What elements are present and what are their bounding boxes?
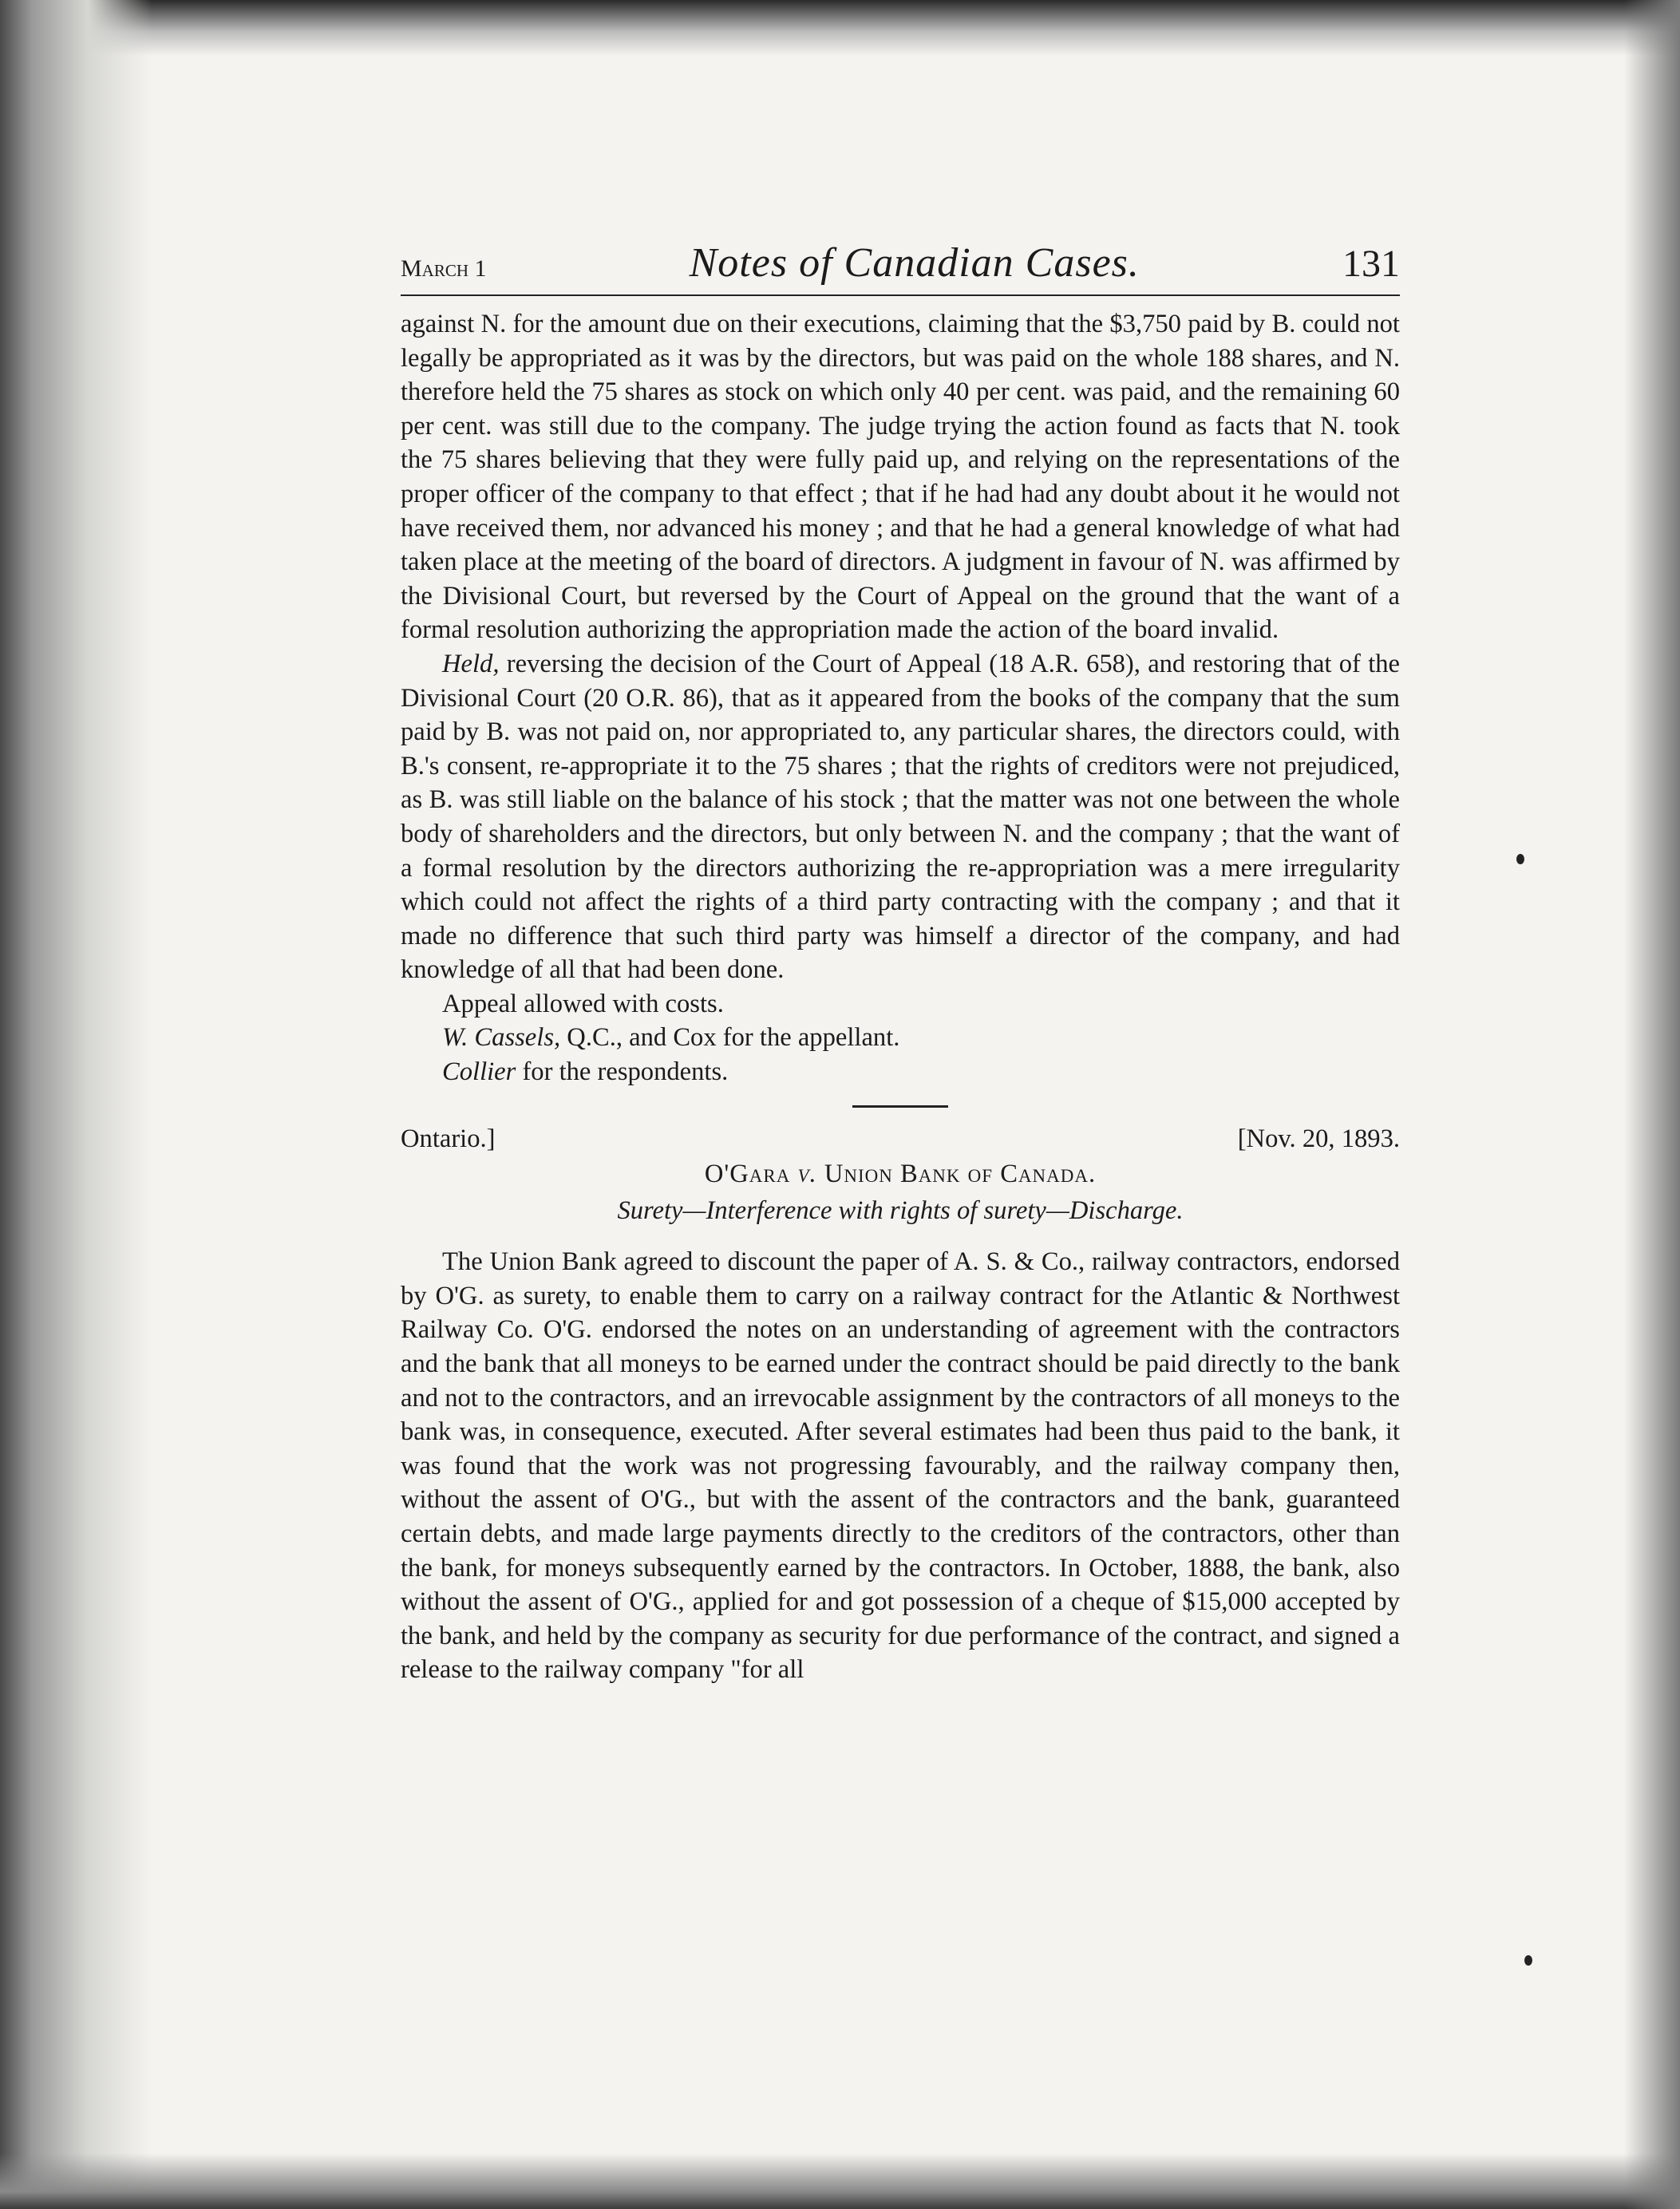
running-head (401, 239, 1400, 296)
counsel2-name: Collier (442, 1057, 516, 1087)
case2-subject: Surety—Interference with rights of surety—Discharge. (617, 1196, 1184, 1226)
counsel1-name: W. Cassels, (442, 1023, 561, 1053)
scan-edge-bottom (0, 2153, 1680, 2209)
scan-edge-left (0, 0, 152, 2209)
case1-disposition: Appeal allowed with costs. (442, 989, 724, 1018)
case2-court: Ontario.] (401, 1124, 496, 1153)
document-page (401, 239, 1400, 1687)
case1-paragraph-1: against N. for the amount due on their executions, claiming that the $3,750 paid by B. could not legally be appropriated as it was by the directors, but was paid on the whole 188 shares, and N. therefore held the 75 shares as stock on which only 40 per cent. was paid, and the remaining 60 per cent. was still due to the company. The judge trying the action found as facts that N. took the 75 shares believing that they were fully paid up, and relying on the representations of the proper officer of the company to that effect ; that if he had had any doubt about it he would not have received them, nor advanced his money ; and that he had a general knowledge of what had taken place at the meeting of the board of directors. A judgment in favour of N. was affirmed by the Divisional Court, but reversed by the Court of Appeal on the ground that the want of a formal resolution authorizing the appropriation made the action of the board invalid. (401, 310, 1400, 645)
case2-date: [Nov. 20, 1893. (1237, 1124, 1400, 1153)
case2-name-a: O'Gara (704, 1160, 791, 1189)
scan-speck (1516, 854, 1524, 864)
case2-name-b: Union Bank of Canada. (824, 1160, 1097, 1189)
case1-counsel-respondents (401, 1055, 1400, 1089)
case2-name-v: v. (790, 1160, 824, 1189)
section-divider (852, 1105, 948, 1108)
case2-paragraph-1: The Union Bank agreed to discount the paper of A. S. & Co., railway contractors, endorsed by O'G. as surety, to enable them to carry on a railway contract for the Atlantic & Northwest Railway Co. O'G. endorsed the notes on an understanding of agreement with the contractors and the bank that all moneys to be earned under the contract should be paid directly to the bank and not to the contractors, and an irrevocable assignment by the contractors of all moneys to the bank was, in consequence, executed. After several estimates had been thus paid to the bank, it was found that the work was not progressing favourably, and the railway company then, without the assent of O'G., but with the assent of the contractors and the bank, guaranteed certain debts, and made large payments directly to the creditors of the contractors, other than the bank, for moneys subsequently earned by the contractors. In October, 1888, the bank, also without the assent of O'G., applied for and got possession of a cheque of $15,000 accepted by the bank, and held by the company as security for due performance of the contract, and signed a release to the railway company "for all (401, 1247, 1400, 1685)
case1-counsel-appellant (401, 1021, 1400, 1055)
held-label: Held, (442, 649, 500, 678)
header-date: March 1 (401, 255, 487, 282)
header-title: Notes of Canadian Cases. (689, 240, 1140, 286)
case2-name (401, 1156, 1400, 1192)
scan-edge-top (0, 0, 1680, 56)
page-number: 131 (1342, 243, 1400, 285)
scan-edge-right (1624, 0, 1680, 2209)
counsel2-text: for the respondents. (516, 1057, 729, 1087)
counsel1-text: Q.C., and Cox for the appellant. (560, 1023, 900, 1053)
case2-header (401, 1122, 1400, 1156)
case1-held-paragraph (401, 647, 1400, 987)
held-text: reversing the decision of the Court of Appeal (18 A.R. 658), and restoring that of the Divisional Court (20 O.R. 86), that as it appeared from the books of the company that the sum paid by B. was not paid on, nor appropriated to, any particular shares, the directors could, with B.'s consent, re-appropriate it to the 75 shares ; that the rights of creditors were not prejudiced, as B. was still liable on the balance of his stock ; that the matter was not one between the whole body of shareholders and the directors, but only between N. and the company ; that the want of a formal resolution by the directors authorizing the re-appropriation was a mere irregularity which could not affect the rights of a third party contracting with the company ; and that it made no difference that such third party was himself a director of the company, and had knowledge of all that had been done. (401, 649, 1400, 985)
scan-speck (1524, 1955, 1532, 1966)
